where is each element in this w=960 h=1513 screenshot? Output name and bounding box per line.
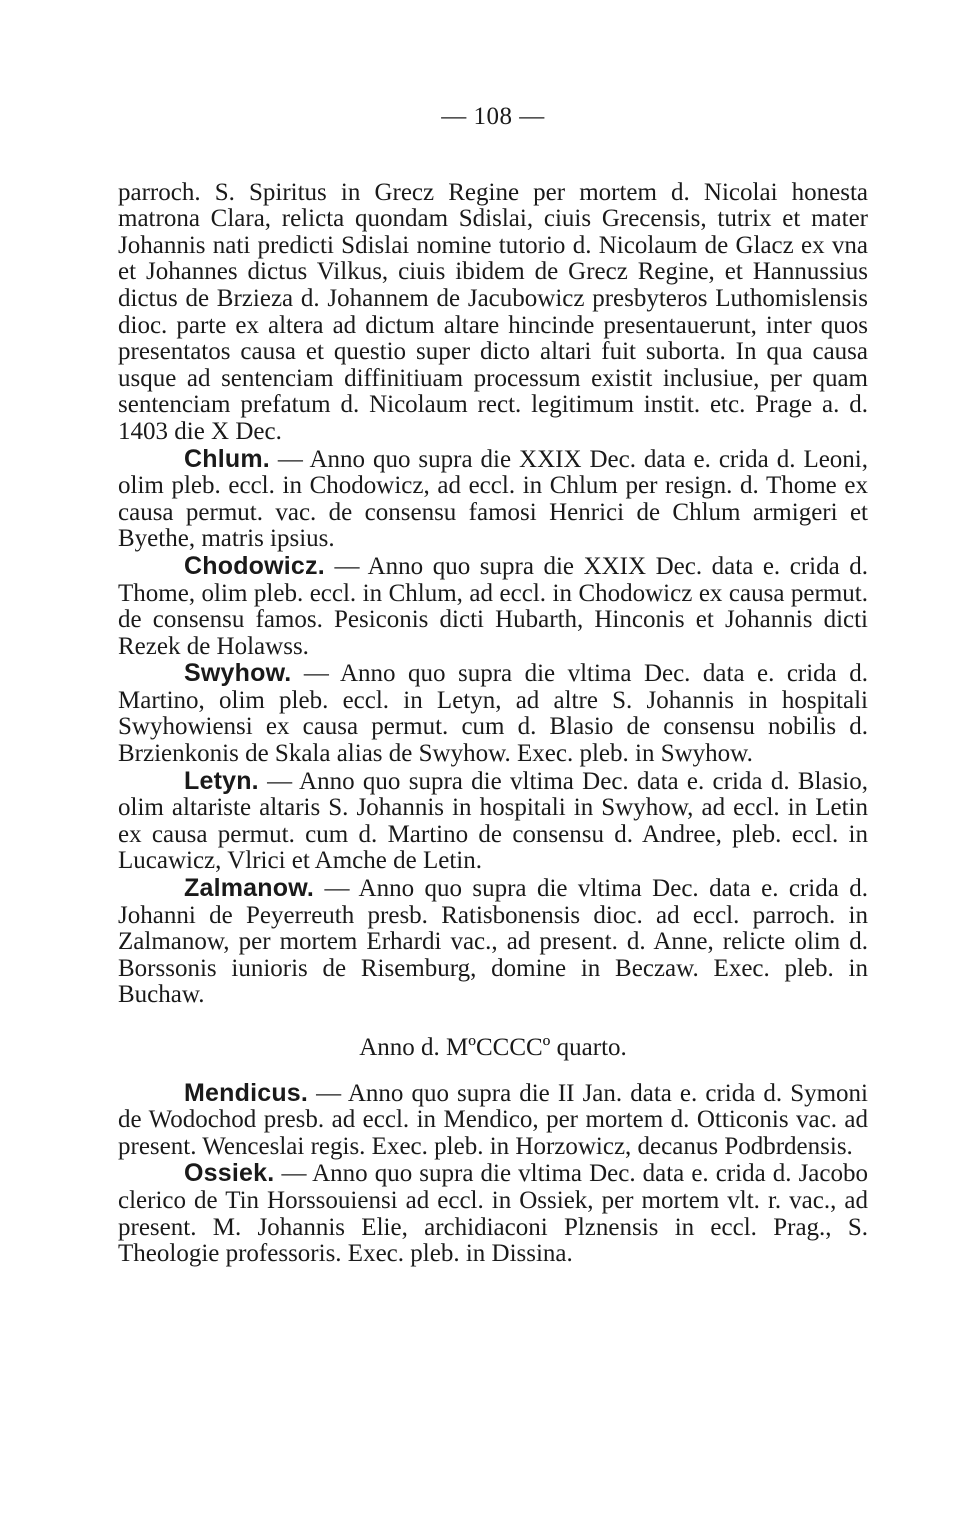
place-name: Swyhow. xyxy=(184,659,292,688)
entry-text: — Anno quo supra die vltima Dec. data e. crida d. Martino, olim pleb. eccl. in Letyn, ad altre S. Johannis in hospitali Swyhowiensi ex causa permut. cum d. Blasio de consensu nobilis d. Brzienkonis de Skala alias de Swyhow. Exec. pleb. in Swyhow. xyxy=(118,660,868,768)
entry-mendicus xyxy=(118,1080,868,1161)
entry-chlum xyxy=(118,446,868,553)
place-name: Ossiek. xyxy=(184,1159,275,1188)
entry-zalmanow xyxy=(118,875,868,1009)
year-heading: Anno d. MºCCCCº quarto. xyxy=(359,1034,627,1061)
entry-text: — Anno quo supra die II Jan. data e. crida d. Symoni de Wodochod presb. ad eccl. in Mendico, per mortem d. Otticonis vac. ad present. Wenceslai regis. Exec. pleb. in Horzowicz, decanus Podbrdensis. xyxy=(118,1079,868,1160)
entry-ossiek xyxy=(118,1160,868,1267)
entry-chodowicz xyxy=(118,553,868,660)
place-name: Letyn. xyxy=(184,766,259,795)
entry-text: — Anno quo supra die XXIX Dec. data e. crida d. Leoni, olim pleb. eccl. in Chodowicz, ad eccl. in Chlum per resign. d. Thome ex causa permut. vac. de consensu famosi Henrici de Chlum armigeri et Byethe, matris ipsius. xyxy=(118,445,869,553)
entry-text: — Anno quo supra die vltima Dec. data e. crida d. Jacobo clerico de Tin Horssouiensi ad eccl. in Ossiek, per mortem vlt. r. vac., ad present. M. Johannis Elie, archidiaconi Plznensis in eccl. Prag., S. Theologie professoris. Exec. pleb. in Dissina. xyxy=(118,1160,869,1268)
entry-text: — Anno quo supra die vltima Dec. data e. crida d. Blasio, olim altariste altaris S. Johannis in hospitali in Swyhow, ad eccl. in Letin ex causa permut. cum d. Martino de consensu d. Andree, pleb. eccl. in Lucawicz, Vlrici et Amche de Letin. xyxy=(118,767,869,875)
place-name: Zalmanow. xyxy=(184,874,315,903)
intro-paragraph: parroch. S. Spiritus in Grecz Regine per mortem d. Nicolai honesta matrona Clara, relicta quondam Sdislai, ciuis Grecensis, tutrix et mater Johannis nati predicti Sdislai nomine tutorio d. Nicolaum de Glacz ex vna et Johannes dictus Vilkus, ciuis ibidem de Grecz Regine, et Hannussius dictus de Brzieza d. Johannem de Jacubowicz presbyteros Luthomislensis dioc. parte ex altera ad dictum altare hincinde presentauerunt, inter quos presentatos causa et questio super dicto altari fuit suborta. In qua causa usque ad sentenciam diffinitiuam processum existit inclusiue, per quam sentenciam prefatum d. Nicolaum rect. legitimum instit. etc. Prage a. d. 1403 die X Dec. xyxy=(118,178,868,445)
entry-swyhow xyxy=(118,660,868,767)
entry-text: — Anno quo supra die XXIX Dec. data e. crida d. Thome, olim pleb. eccl. in Chlum, ad eccl. in Chodowicz ex causa permut. de consensu famos. Pesiconis dicti Hubarth, Hinconis et Johannis dicti Rezek de Holawss. xyxy=(118,552,868,660)
place-name: Mendicus. xyxy=(184,1078,309,1107)
entries-section xyxy=(118,446,868,1009)
place-name: Chlum. xyxy=(184,444,270,473)
document-page xyxy=(118,104,868,1268)
place-name: Chodowicz. xyxy=(184,551,325,580)
page-number: — 108 — xyxy=(441,103,545,130)
entries-after-section xyxy=(118,1080,868,1268)
entry-text: — Anno quo supra die vltima Dec. data e. crida d. Johanni de Peyerreuth presb. Ratisbonensis dioc. ad eccl. parroch. in Zalmanow, per mortem Erhardi vac., ad present. d. Anne, relicte olim d. Borssonis iunioris de Risemburg, domine in Beczaw. Exec. pleb. in Buchaw. xyxy=(118,875,869,1009)
entry-letyn xyxy=(118,768,868,875)
